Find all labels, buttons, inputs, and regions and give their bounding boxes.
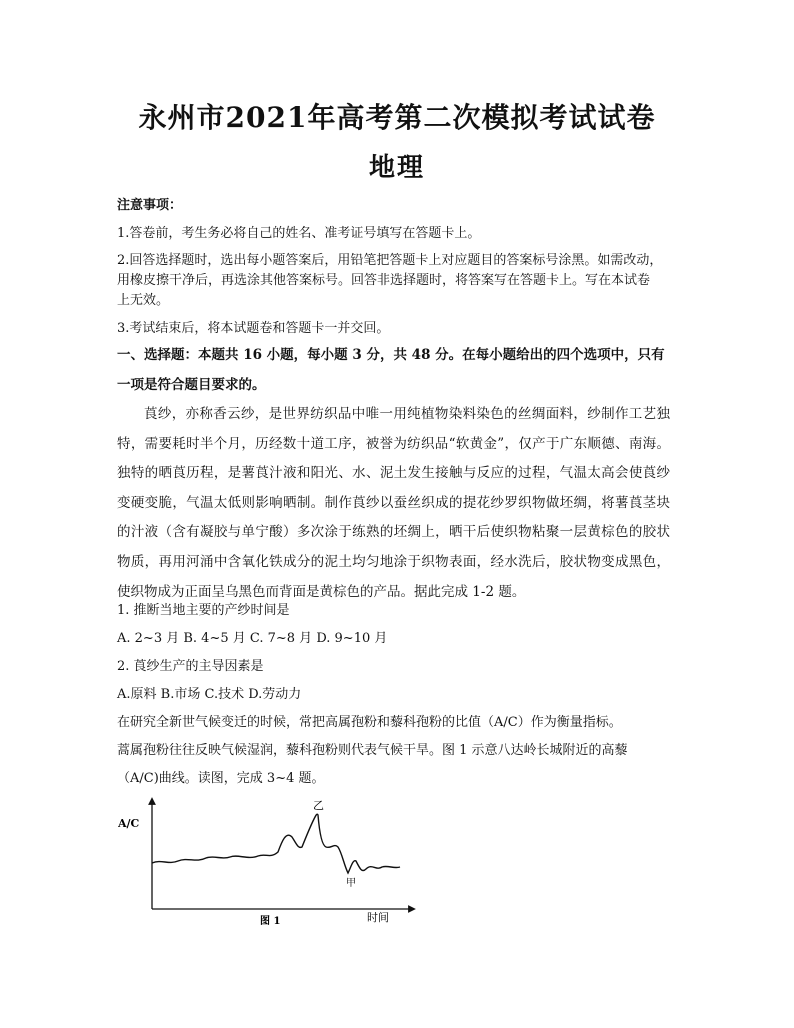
exam-subject: 地理 — [368, 153, 425, 183]
question-2-options: A.原料 B.市场 C.技术 D.劳动力 — [117, 687, 302, 702]
note-item: 上无效。 — [117, 293, 170, 308]
note-item: 2.回答选择题时，选出每小题答案后，用铅笔把答题卡上对应题目的答案标号涂黑。如需改动， — [117, 253, 663, 268]
section-heading-line2: 一项是符合题目要求的。 — [117, 377, 266, 393]
passage-2-line: （A/C)曲线。读图，完成 3~4 题。 — [117, 771, 325, 786]
figure-1-chart — [118, 797, 418, 927]
section-heading-line1: 一、选择题：本题共 16 小题，每小题 3 分，共 48 分。在每小题给出的四个选项中，只有 — [117, 347, 665, 363]
passage-1: 莨纱，亦称香云纱，是世界纺织品中唯一用纯植物染料染色的丝绸面料，纱制作工艺独特，需要耗时半个月，历经数十道工序，被誉为纺织品“软黄金”，仅产于广东顺德、南海。独特的晒莨历程，是薯莨汁液和阳光、水、泥土发生接触与反应的过程，气温太高会使莨纱变硬变脆，气温太低则影响晒制。制作莨纱以蚕丝织成的提花纱罗织物做坯绸，将薯莨茎块的汁液（含有凝胶与单宁酸）多次涂于练熟的坯绸上，晒干后使织物粘聚一层黄棕色的胶状物质，再用河涌中含氧化铁成分的泥土均匀地涂于织物表面，经水洗后，胶状物变成黑色，使织物成为正面呈乌黑色而背面是黄棕色的产品。据此完成 1-2 题。 — [117, 406, 670, 600]
note-item: 3.考试结束后，将本试题卷和答题卡一并交回。 — [117, 321, 390, 336]
trough-label: 甲 — [346, 878, 356, 889]
question-1-stem: 1. 推断当地主要的产纱时间是 — [117, 603, 290, 618]
x-axis-label: 时间 — [367, 911, 389, 924]
notes-heading: 注意事项： — [117, 198, 183, 213]
passage-2-line: 蒿属孢粉往往反映气候湿润，藜科孢粉则代表气候干旱。图 1 示意八达岭长城附近的高藜 — [117, 743, 628, 758]
y-axis-label: A/C — [118, 817, 140, 830]
exam-title: 永州市2021年高考第二次模拟考试试卷 — [138, 101, 656, 134]
ac-curve — [152, 814, 400, 873]
peak-label: 乙 — [313, 799, 324, 812]
question-1-options: A. 2~3 月 B. 4~5 月 C. 7~8 月 D. 9~10 月 — [117, 631, 388, 646]
figure-caption: 图 1 — [260, 916, 281, 927]
passage-2-line: 在研究全新世气候变迁的时候，常把高属孢粉和藜科孢粉的比值（A/C）作为衡量指标。 — [117, 715, 622, 730]
question-2-stem: 2. 莨纱生产的主导因素是 — [117, 659, 264, 674]
note-item: 用橡皮擦干净后，再选涂其他答案标号。回答非选择题时，将答案写在答题卡上。写在本试卷 — [117, 273, 651, 288]
note-item: 1.答卷前，考生务必将自己的姓名、准考证号填写在答题卡上。 — [117, 226, 481, 241]
